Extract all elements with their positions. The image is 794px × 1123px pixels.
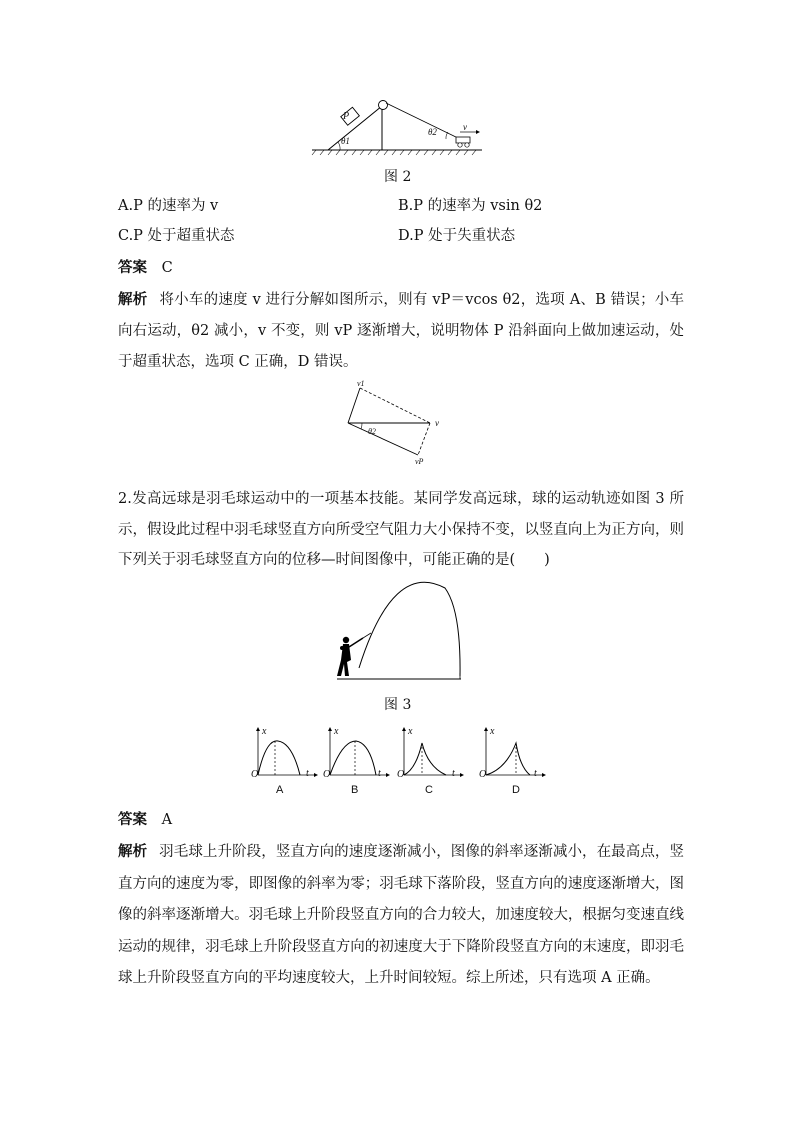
q2-answer-value: A: [161, 812, 173, 828]
figure-3-diagram: [333, 580, 465, 682]
option-d: D.P 处于失重状态: [398, 228, 516, 244]
graph-d-x: x: [490, 726, 495, 737]
vec-label-v1: v1: [357, 379, 365, 388]
q1-answer-value: C: [161, 260, 173, 276]
graph-d-letter: D: [512, 784, 520, 796]
fig2-label-v: v: [463, 122, 467, 132]
fig2-label-theta1: θ1: [341, 136, 350, 146]
vec-label-vp: vP: [415, 457, 424, 466]
q2-analysis-text: 羽毛球上升阶段，竖直方向的速度逐渐减小，图像的斜率逐渐减小，在最高点，竖直方向的速度为零，即图像的斜率为零；羽毛球下落阶段，竖直方向的速度逐渐增大，图像的斜率逐渐增大。羽毛球上升阶段竖直方向的合力较大，加速度较大，根据匀变速直线运动的规律，羽毛球上升阶段竖直方向的初速度大于下降阶段竖直方向的末速度，即羽毛球上升阶段竖直方向的平均速度较大，上升时间较短。综上所述，只有选项 A 正确。: [118, 844, 685, 986]
q1-analysis-label: 解析: [118, 291, 148, 308]
question-2-stem: 2.发高远球是羽毛球运动中的一项基本技能。某同学发高远球，球的运动轨迹如图 3 所示，假设此过程中羽毛球竖直方向所受空气阻力大小保持不变，以竖直向上为正方向，则下列关于羽毛球竖直方向的位移—时间图像中，可能正确的是( ): [118, 491, 684, 568]
velocity-decomposition-diagram: [340, 380, 450, 472]
graph-b-x: x: [334, 726, 339, 737]
graph-a-x: x: [262, 726, 267, 737]
graph-b-t: t: [378, 768, 381, 779]
graph-d-o: O: [479, 769, 487, 780]
option-c: C.P 处于超重状态: [118, 228, 235, 244]
graph-b-o: O: [323, 769, 331, 780]
graph-a-letter: A: [276, 784, 284, 796]
graph-c-x: x: [408, 726, 413, 737]
graph-c-t: t: [452, 768, 455, 779]
q2-analysis: [118, 836, 684, 995]
figure-3-caption: 图 3: [384, 697, 412, 713]
q1-analysis: [118, 284, 684, 378]
graph-d-t: t: [534, 768, 537, 779]
option-b: B.P 的速率为 vsin θ2: [398, 198, 543, 214]
q1-answer: [118, 253, 173, 283]
graph-a-t: t: [306, 768, 309, 779]
graph-c-o: O: [397, 769, 405, 780]
vec-label-v: v: [435, 418, 439, 428]
vec-label-theta2: θ2: [368, 427, 376, 436]
option-a: A.P 的速率为 v: [118, 198, 219, 214]
graph-a-o: O: [251, 769, 259, 780]
q2-analysis-label: 解析: [118, 843, 148, 860]
graph-c-letter: C: [425, 784, 433, 796]
graph-b-letter: B: [351, 784, 359, 796]
q2-answer: [118, 805, 172, 835]
fig2-label-p: P: [343, 111, 350, 122]
figure-2-diagram: [310, 95, 485, 157]
q2-answer-label: 答案: [118, 811, 147, 828]
figure-2-caption: 图 2: [384, 169, 412, 185]
q1-analysis-text: 将小车的速度 v 进行分解如图所示，则有 vP＝vcos θ2，选项 A、B 错误；小车向右运动，θ2 减小，v 不变，则 vP 逐渐增大，说明物体 P 沿斜面向上做加速运动，处于超重状态，选项 C 正确，D 错误。: [118, 292, 685, 370]
fig2-label-theta2: θ2: [428, 127, 437, 137]
q1-answer-label: 答案: [118, 259, 147, 276]
